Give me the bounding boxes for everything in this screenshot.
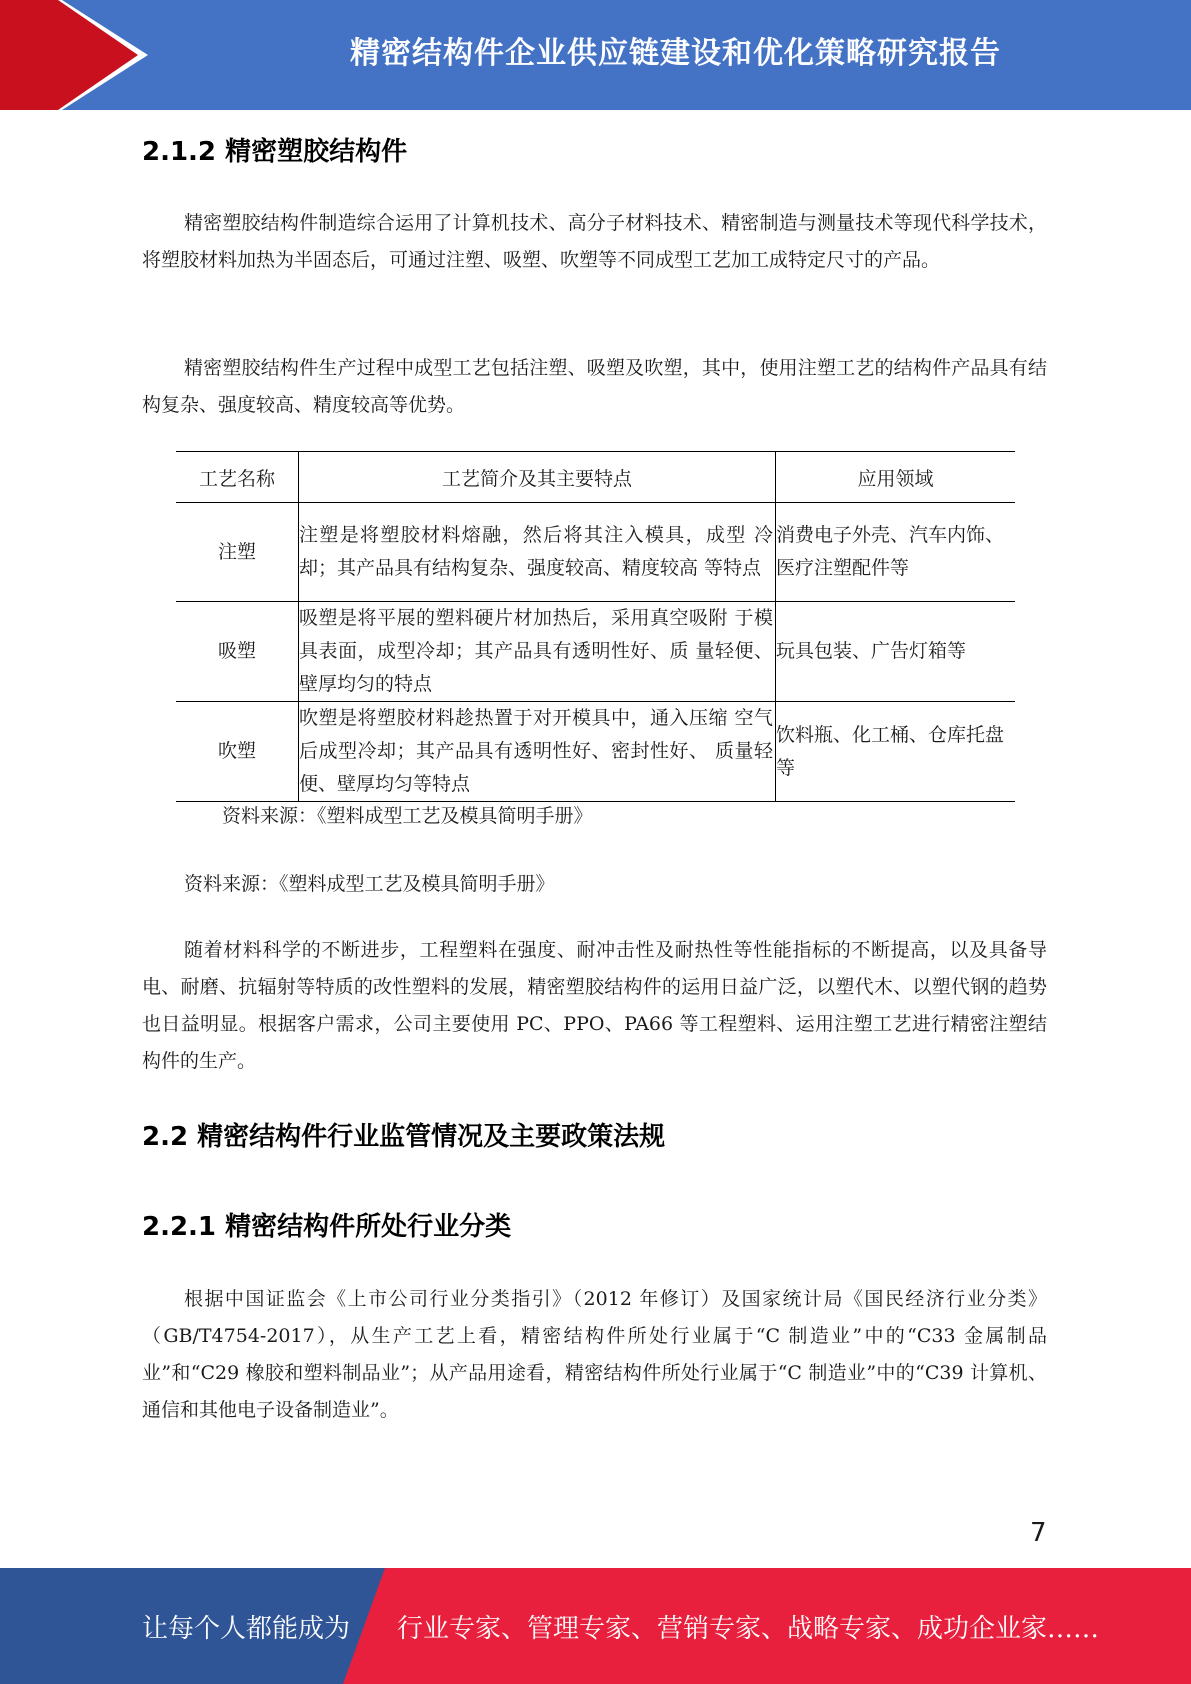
paragraph-intro: 精密塑胶结构件制造综合运用了计算机技术、高分子材料技术、精密制造与测量技术等现代科学技术，将塑胶材料加热为半固态后，可通过注塑、吸塑、吹塑等不同成型工艺加工成特定尺寸的产品。	[142, 212, 1047, 271]
paragraph-classification: 根据中国证监会《上市公司行业分类指引》（2012 年修订）及国家统计局《国民经济行业分类》（GB/T4754-2017），从生产工艺上看，精密结构件所处行业属于“C 制造业”中的“C33 金属制品业”和“C29 橡胶和塑料制品业”；从产品用途看，精密结构件所处行业属于“C 制造业”中的“C39 计算机、通信和其他电子设备制造业”。	[142, 1288, 1047, 1421]
table-cell-app: 消费电子外壳、汽车内饰、医疗注塑配件等	[776, 503, 1016, 602]
paragraph-materials: 随着材料科学的不断进步，工程塑料在强度、耐冲击性及耐热性等性能指标的不断提高，以及具备导电、耐磨、抗辐射等特质的改性塑料的发展，精密塑胶结构件的运用日益广泛，以塑代木、以塑代钢的趋势也日益明显。根据客户需求，公司主要使用 PC、PPO、PA66 等工程塑料、运用注塑工艺进行精密注塑结构件的生产。	[142, 939, 1047, 1072]
page-header	[0, 0, 1191, 110]
page-number: 7	[1030, 1518, 1047, 1548]
paragraph-process: 精密塑胶结构件生产过程中成型工艺包括注塑、吸塑及吹塑，其中，使用注塑工艺的结构件产品具有结构复杂、强度较高、精度较高等优势。	[142, 357, 1047, 416]
table-cell-desc: 吹塑是将塑胶材料趁热置于对开模具中，通入压缩 空气后成型冷却；其产品具有透明性好、密封性好、 质量轻便、壁厚均匀等特点	[299, 702, 776, 802]
table-source-caption: 资料来源：《塑料成型工艺及模具简明手册》	[222, 805, 593, 827]
table-cell-app: 饮料瓶、化工桶、仓库托盘等	[776, 702, 1016, 802]
table-header-desc: 工艺简介及其主要特点	[299, 452, 776, 503]
header-arrow-decoration	[0, 0, 160, 110]
table-cell-desc: 注塑是将塑胶材料熔融，然后将其注入模具，成型 冷却；其产品具有结构复杂、强度较高、精度较高 等特点	[299, 503, 776, 602]
table-cell-name: 注塑	[176, 503, 299, 602]
table-row	[176, 702, 1015, 802]
section-heading-2-2-1: 2.2.1 精密结构件所处行业分类	[142, 1212, 512, 1242]
section-heading-2-2: 2.2 精密结构件行业监管情况及主要政策法规	[142, 1122, 666, 1152]
table-header-name: 工艺名称	[176, 452, 299, 503]
footer-slogan-left: 让每个人都能成为	[142, 1614, 351, 1644]
table-cell-app: 玩具包装、广告灯箱等	[776, 602, 1016, 702]
table-header-row	[176, 452, 1015, 503]
table-cell-name: 吹塑	[176, 702, 299, 802]
section-heading-2-1-2: 2.1.2 精密塑胶结构件	[142, 137, 408, 167]
footer-slogan-right: 行业专家、管理专家、营销专家、战略专家、成功企业家……	[397, 1614, 1100, 1644]
header-title: 精密结构件企业供应链建设和优化策略研究报告	[350, 36, 1001, 71]
table-row	[176, 602, 1015, 702]
table-header-app: 应用领域	[776, 452, 1016, 503]
table-cell-name: 吸塑	[176, 602, 299, 702]
page-footer	[0, 1568, 1191, 1684]
process-table	[176, 451, 1015, 802]
table-cell-desc: 吸塑是将平展的塑料硬片材加热后，采用真空吸附 于模具表面，成型冷却；其产品具有透明性好、质 量轻便、壁厚均匀的特点	[299, 602, 776, 702]
table-row	[176, 503, 1015, 602]
source-note: 资料来源：《塑料成型工艺及模具简明手册》	[184, 873, 555, 895]
